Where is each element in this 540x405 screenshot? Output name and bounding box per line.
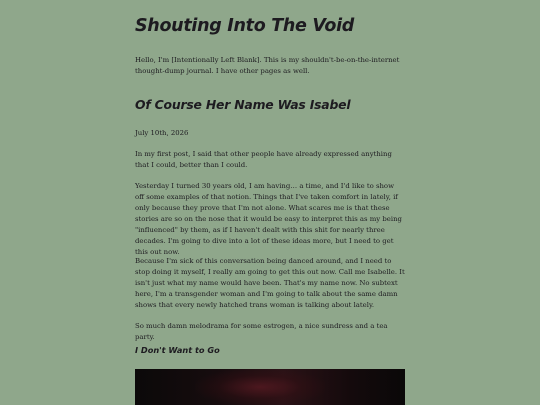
post-paragraph: So much damn melodrama for some estrogen, a nice sundress and a tea party. [135,322,388,341]
post-paragraph: Because I'm sick of this conversation being danced around, and I need to stop doing it myself, I really am going to get this out now. Call me Isabelle. It isn't just what my name would have been. That's my name now. No subtext here, I'm a transgender woman and I'm going to talk about the same damn shows that every newly hatched trans woman is talking about lately. [135,257,405,309]
post-date: July 10th, 2026 [135,129,189,137]
embedded-video[interactable] [135,369,405,405]
site-title[interactable]: Shouting Into The Void [135,16,355,36]
post-title[interactable]: Of Course Her Name Was Isabel [135,97,351,112]
video-frame-image [195,369,325,405]
post-paragraph: In my first post, I said that other people have already expressed anything that I could, better than I could. [135,150,392,169]
site-intro: Hello, I'm [Intentionally Left Blank]. This is my shouldn't-be-on-the-internet thought-dump journal. I have other pages as well. [135,56,400,75]
section-heading: I Don't Want to Go [135,345,220,355]
post-paragraph: Yesterday I turned 30 years old, I am having… a time, and I'd like to show off some examples of that notion. Things that I've taken comfort in lately, if only because they prove that I'm not alone. What scares me is that these stories are so on the nose that it would be easy to interpret this as my being "influenced" by them, as if I haven't dealt with this shit for nearly three decades. I'm going to dive into a lot of these ideas more, but I need to get this out now. [135,182,402,256]
